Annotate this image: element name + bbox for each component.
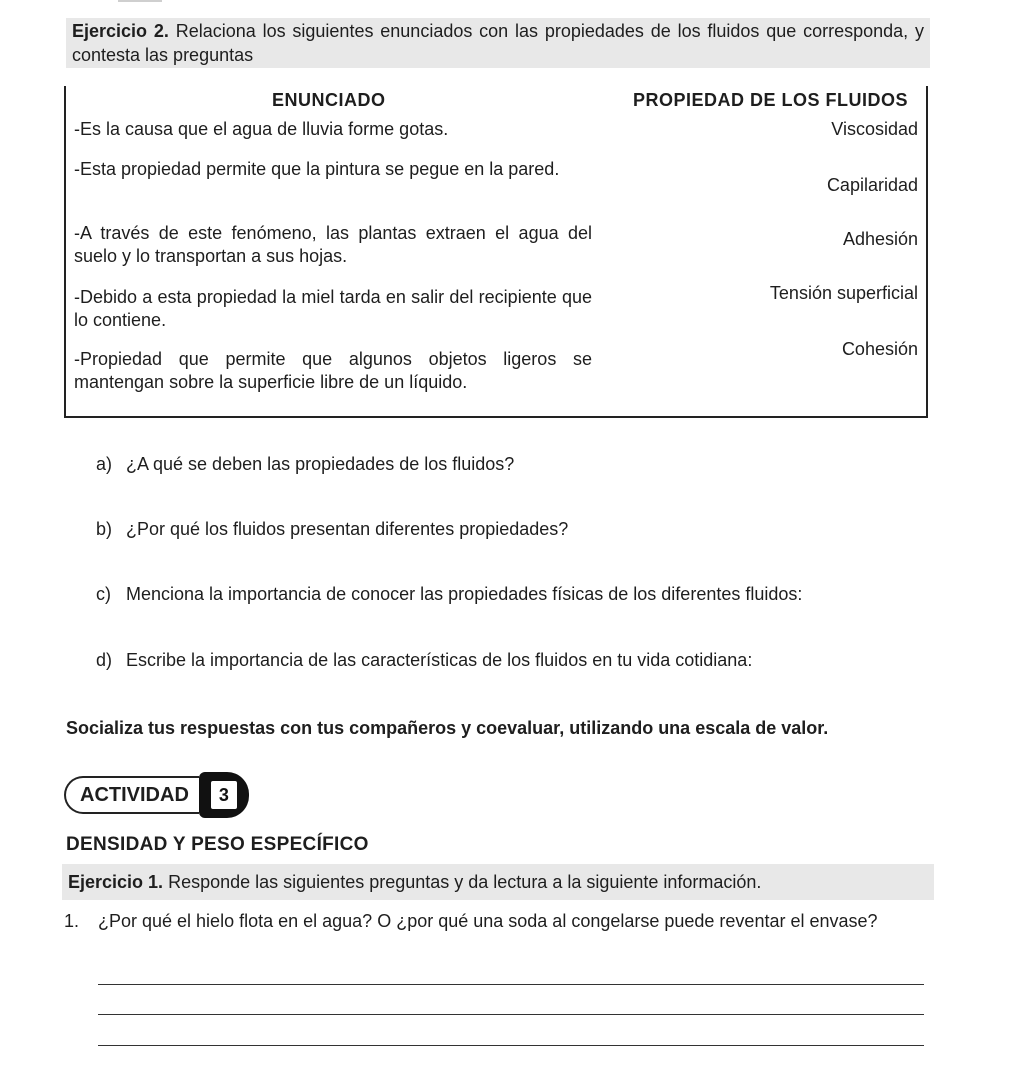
socializa-instruction: Socializa tus respuestas con tus compañeros y coevaluar, utilizando una escala de valor.: [66, 718, 829, 738]
property-item: Adhesión: [842, 229, 918, 249]
answer-line[interactable]: [98, 1045, 924, 1046]
statement-column-header: ENUNCIADO: [272, 90, 386, 110]
activity-badge: [64, 772, 249, 818]
activity-number: 3: [211, 781, 237, 809]
matching-table: [64, 86, 928, 418]
question-1: [64, 910, 922, 933]
question-letter: b): [96, 519, 113, 539]
question-letter: c): [96, 584, 111, 604]
question-text: Escribe la importancia de las características de los fluidos en tu vida cotidiana:: [126, 650, 753, 670]
section-title: DENSIDAD Y PESO ESPECÍFICO: [66, 834, 369, 855]
property-item: Capilaridad: [826, 175, 918, 195]
activity-label: ACTIVIDAD: [64, 776, 199, 814]
exercise-1-header: [62, 864, 934, 900]
exercise-2-label: Ejercicio 2.: [72, 21, 169, 41]
question-c: [96, 583, 802, 606]
property-column-header: PROPIEDAD DE LOS FLUIDOS: [632, 90, 908, 110]
statement-item: -Esta propiedad permite que la pintura se pegue en la pared.: [74, 159, 560, 179]
question-text: ¿Por qué los fluidos presentan diferentes propiedades?: [126, 519, 569, 539]
statement-item: -A través de este fenómeno, las plantas extraen el agua del suelo y lo transportan a sus hojas.: [74, 223, 592, 266]
question-letter: a): [96, 454, 113, 474]
statement-item: -Propiedad que permite que algunos objetos ligeros se mantengan sobre la superficie libre de un líquido.: [74, 349, 592, 392]
question-text: ¿A qué se deben las propiedades de los fluidos?: [126, 454, 515, 474]
exercise-1-instruction: Responde las siguientes preguntas y da lectura a la siguiente información.: [168, 872, 762, 892]
property-item: Viscosidad: [831, 119, 918, 139]
exercise-2-instruction: Relaciona los siguientes enunciados con las propiedades de los fluidos que corresponda, y contesta las preguntas: [72, 21, 924, 65]
question-1-number: 1.: [64, 911, 80, 931]
answer-line[interactable]: [98, 1014, 924, 1015]
statement-item: -Debido a esta propiedad la miel tarda en salir del recipiente que lo contiene.: [74, 287, 592, 330]
top-rule: [118, 0, 162, 2]
answer-line[interactable]: [98, 984, 924, 985]
exercise-2-header: [66, 18, 930, 68]
activity-number-box: [199, 772, 249, 818]
question-text: Menciona la importancia de conocer las propiedades físicas de los diferentes fluidos:: [126, 584, 803, 604]
property-item: Cohesión: [841, 339, 918, 359]
statement-item: -Es la causa que el agua de lluvia forme gotas.: [74, 119, 449, 139]
question-letter: d): [96, 650, 113, 670]
question-b: [96, 518, 568, 541]
exercise-1-label: Ejercicio 1.: [68, 872, 164, 892]
question-1-text: ¿Por qué el hielo flota en el agua? O ¿por qué una soda al congelarse puede reventar el envase?: [98, 911, 878, 931]
property-item: Tensión superficial: [769, 283, 918, 303]
question-a: [96, 453, 514, 476]
question-d: [96, 649, 752, 672]
